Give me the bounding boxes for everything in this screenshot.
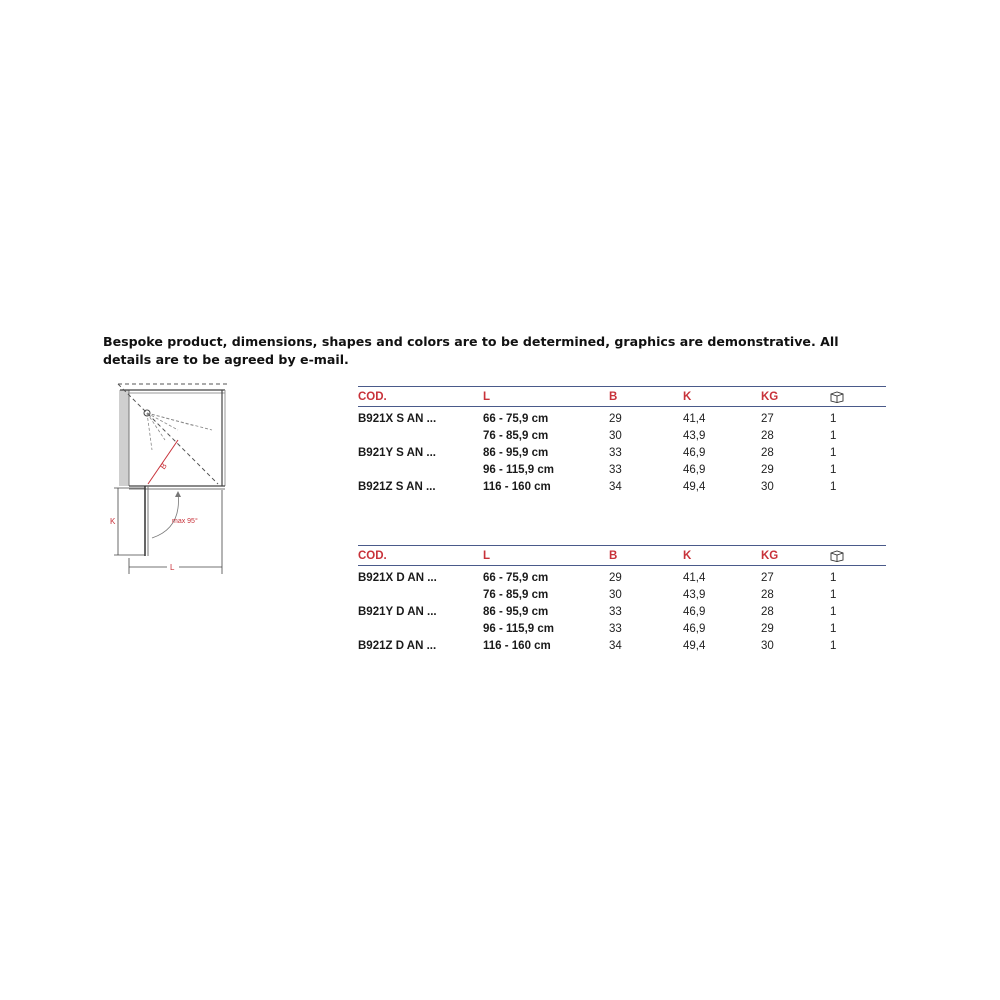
cell-cod: B921X D AN ...: [358, 571, 437, 584]
label-b: B: [158, 461, 169, 472]
cell-k: 46,9: [683, 605, 706, 618]
table-row: [358, 461, 886, 478]
header-b: B: [609, 387, 683, 407]
header-k: K: [683, 387, 761, 407]
cell-l: 76 - 85,9 cm: [483, 588, 549, 601]
header-kg: KG: [761, 387, 830, 407]
spec-table-d: [358, 545, 886, 654]
table-row: [358, 444, 886, 461]
cell-l: 116 - 160 cm: [483, 480, 551, 493]
cell-b: 34: [609, 480, 622, 493]
header-l: L: [483, 387, 609, 407]
cell-cod: B921Z S AN ...: [358, 480, 436, 493]
cell-kg: 28: [761, 588, 774, 601]
cell-kg: 28: [761, 446, 774, 459]
cell-k: 43,9: [683, 588, 706, 601]
cell-cod: [358, 461, 483, 478]
cell-cod: [358, 586, 483, 603]
label-l: L: [170, 563, 175, 572]
cell-b: 29: [609, 571, 622, 584]
cell-k: 49,4: [683, 639, 706, 652]
bespoke-notice: Bespoke product, dimensions, shapes and colors are to be determined, graphics are demonstrative. All details are to be agreed by e-mail.: [103, 334, 839, 367]
cell-b: 30: [609, 588, 622, 601]
cell-qty: 1: [830, 588, 837, 601]
cell-kg: 29: [761, 463, 774, 476]
label-k: K: [110, 517, 116, 526]
angle-arc: [152, 493, 178, 538]
table-row: [358, 603, 886, 620]
package-box-icon: [830, 550, 844, 562]
cell-k: 46,9: [683, 463, 706, 476]
cell-qty: 1: [830, 639, 837, 652]
cell-k: 43,9: [683, 429, 706, 442]
cell-k: 46,9: [683, 622, 706, 635]
cell-l: 86 - 95,9 cm: [483, 446, 549, 459]
cell-kg: 27: [761, 571, 774, 584]
cell-k: 41,4: [683, 571, 706, 584]
cell-b: 34: [609, 639, 622, 652]
cell-k: 46,9: [683, 446, 706, 459]
cell-qty: 1: [830, 622, 837, 635]
cell-cod: [358, 427, 483, 444]
cell-l: 116 - 160 cm: [483, 639, 551, 652]
cell-cod: B921Z D AN ...: [358, 639, 437, 652]
cell-kg: 30: [761, 639, 774, 652]
table-header-row: [358, 387, 886, 407]
header-cod: COD.: [358, 546, 483, 566]
cell-cod: B921Y D AN ...: [358, 605, 437, 618]
cell-b: 33: [609, 463, 622, 476]
package-box-icon: [830, 391, 844, 403]
header-l: L: [483, 546, 609, 566]
cell-cod: B921X S AN ...: [358, 412, 437, 425]
diagonal-dashed: [118, 384, 218, 484]
cell-l: 96 - 115,9 cm: [483, 622, 554, 635]
label-angle: max 95°: [172, 518, 198, 525]
table-row: [358, 427, 886, 444]
table-row: [358, 637, 886, 654]
table-row: [358, 586, 886, 603]
cell-b: 29: [609, 412, 622, 425]
table-header-row: [358, 546, 886, 566]
header-k: K: [683, 546, 761, 566]
ray-1: [147, 413, 152, 450]
cell-kg: 29: [761, 622, 774, 635]
table-row: [358, 407, 886, 428]
cell-kg: 30: [761, 480, 774, 493]
header-kg: KG: [761, 546, 830, 566]
cell-l: 86 - 95,9 cm: [483, 605, 549, 618]
table-row: [358, 478, 886, 495]
header-b: B: [609, 546, 683, 566]
cell-l: 66 - 75,9 cm: [483, 571, 549, 584]
ray-3: [147, 413, 178, 430]
header-box: [830, 546, 886, 566]
header-box: [830, 387, 886, 407]
cell-b: 33: [609, 622, 622, 635]
cell-qty: 1: [830, 463, 837, 476]
cell-b: 30: [609, 429, 622, 442]
cell-k: 49,4: [683, 480, 706, 493]
cell-b: 33: [609, 446, 622, 459]
cell-kg: 28: [761, 605, 774, 618]
cell-kg: 28: [761, 429, 774, 442]
cell-kg: 27: [761, 412, 774, 425]
cell-cod: [358, 620, 483, 637]
cell-qty: 1: [830, 446, 837, 459]
angle-arrow: [175, 491, 181, 497]
cell-l: 96 - 115,9 cm: [483, 463, 554, 476]
wall-shading: [119, 390, 129, 486]
cell-k: 41,4: [683, 412, 706, 425]
cell-qty: 1: [830, 429, 837, 442]
cell-l: 76 - 85,9 cm: [483, 429, 549, 442]
cell-qty: 1: [830, 571, 837, 584]
header-cod: COD.: [358, 387, 483, 407]
table-row: [358, 566, 886, 587]
cell-l: 66 - 75,9 cm: [483, 412, 549, 425]
cell-cod: B921Y S AN ...: [358, 446, 436, 459]
cell-qty: 1: [830, 605, 837, 618]
b-dimension-line: [148, 440, 178, 484]
cell-qty: 1: [830, 412, 837, 425]
shower-door-diagram: [100, 378, 240, 578]
cell-b: 33: [609, 605, 622, 618]
table-row: [358, 620, 886, 637]
cell-qty: 1: [830, 480, 837, 493]
spec-table-s: [358, 386, 886, 495]
